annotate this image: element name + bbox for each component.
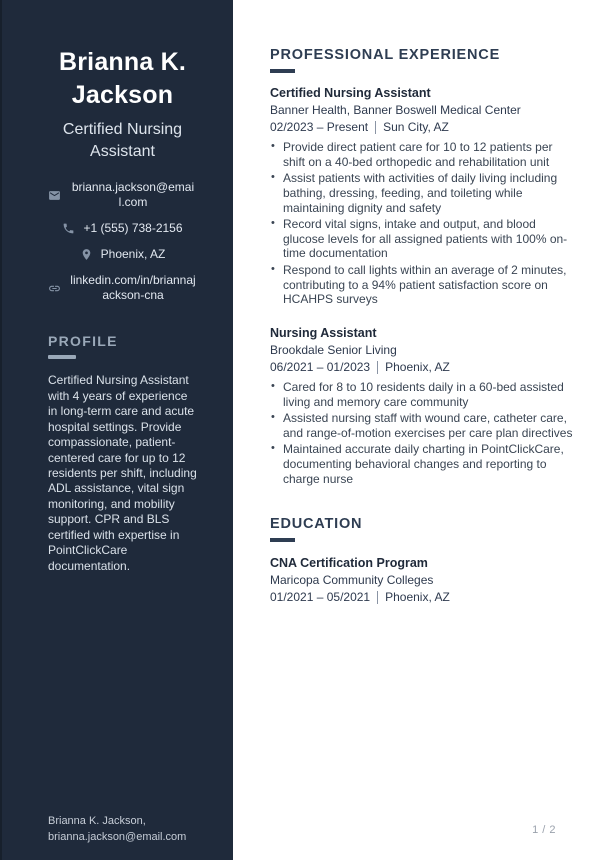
- page-indicator: 1 / 2: [532, 824, 556, 836]
- education-entry: [270, 556, 573, 605]
- contact-phone: [48, 221, 197, 236]
- education-section: [270, 516, 573, 605]
- job-entry: [270, 86, 573, 307]
- contact-linkedin[interactable]: [48, 273, 197, 303]
- sidebar: [0, 0, 233, 860]
- job-meta: [270, 120, 573, 135]
- contact-linkedin-text: linkedin.com/in/briannajackson-cna: [70, 273, 196, 303]
- profile-heading: PROFILE: [48, 333, 118, 350]
- email-icon: [48, 189, 61, 202]
- experience-bullet: • Assisted nursing staff with wound care, catheter care, and range-of-motion exercises per care plan directives: [270, 411, 573, 440]
- job-title: Certified Nursing Assistant: [270, 86, 431, 100]
- job-bullet-list: [270, 380, 573, 486]
- footer-name: Brianna K. Jackson,: [48, 815, 146, 828]
- contact-phone-text: +1 (555) 738-2156: [83, 221, 183, 236]
- person-job-title: Certified Nursing Assistant: [62, 121, 183, 160]
- date-location-divider: [375, 121, 376, 134]
- education-dates: 01/2021 – 05/2021: [270, 590, 371, 605]
- education-heading-underline: [270, 538, 295, 542]
- contact-location-text: Phoenix, AZ: [100, 247, 166, 262]
- main-content: [233, 0, 608, 860]
- education-meta: [270, 590, 573, 605]
- job-title: Nursing Assistant: [270, 325, 377, 340]
- profile-summary-text: Certified Nursing Assistant with 4 years of experience in long-term care and acute hospital settings. Provide compassionate, patient-centered care for up to 12 residents per shift, including ADL assistance, vital sign monitoring, and mobility support. CPR and BLS certified with expertise in PointClickCare documentation.: [48, 373, 197, 573]
- experience-bullet: • Record vital signs, intake and output, and blood glucose levels for all assigned patients with 100% on-time documentation: [270, 217, 573, 261]
- job-meta: [270, 360, 573, 375]
- job-dates: 06/2021 – 01/2023: [270, 359, 371, 374]
- experience-bullet: • Maintained accurate daily charting in PointClickCare, documenting behavioral changes and reporting to charge nurse: [270, 442, 573, 486]
- experience-bullet: • Respond to call lights within an average of 2 minutes, contributing to a 94% patient satisfaction score on HCAHPS surveys: [270, 263, 573, 307]
- person-name: Brianna K. Jackson: [58, 48, 187, 109]
- experience-section: [270, 47, 573, 486]
- job-company: Banner Health, Banner Boswell Medical Center: [270, 103, 521, 117]
- date-location-divider: [377, 591, 378, 604]
- contact-list: [48, 180, 197, 303]
- job-entry: [270, 326, 573, 486]
- experience-heading-underline: [270, 69, 295, 73]
- location-pin-icon: [80, 248, 93, 261]
- profile-section: [48, 333, 197, 574]
- contact-email-text: brianna.jackson@email.com: [71, 180, 195, 210]
- education-location: Phoenix, AZ: [385, 590, 450, 605]
- education-heading: EDUCATION: [270, 516, 363, 533]
- experience-heading: PROFESSIONAL EXPERIENCE: [270, 47, 501, 63]
- job-location: Sun City, AZ: [383, 120, 449, 134]
- education-title: CNA Certification Program: [270, 556, 428, 571]
- experience-bullet: • Cared for 8 to 10 residents daily in a 60-bed assisted living and memory care community: [270, 380, 573, 409]
- phone-icon: [62, 222, 75, 235]
- job-company: Brookdale Senior Living: [270, 342, 397, 357]
- contact-location: [48, 247, 197, 262]
- footer-email: brianna.jackson@email.com: [48, 830, 187, 843]
- experience-bullet: • Provide direct patient care for 10 to 12 patients per shift on a 40-bed orthopedic and rehabilitation unit: [270, 140, 573, 169]
- job-dates: 02/2023 – Present: [270, 120, 369, 134]
- contact-email[interactable]: [48, 180, 197, 210]
- sidebar-footer: [48, 814, 197, 845]
- job-location: Phoenix, AZ: [385, 359, 450, 374]
- link-icon: [48, 282, 61, 295]
- job-bullet-list: [270, 140, 573, 307]
- experience-bullet: • Assist patients with activities of daily living including bathing, dressing, feeding, and toileting while maintaining dignity and safety: [270, 171, 573, 215]
- profile-heading-underline: [48, 355, 76, 359]
- education-school: Maricopa Community Colleges: [270, 573, 434, 588]
- date-location-divider: [377, 361, 378, 374]
